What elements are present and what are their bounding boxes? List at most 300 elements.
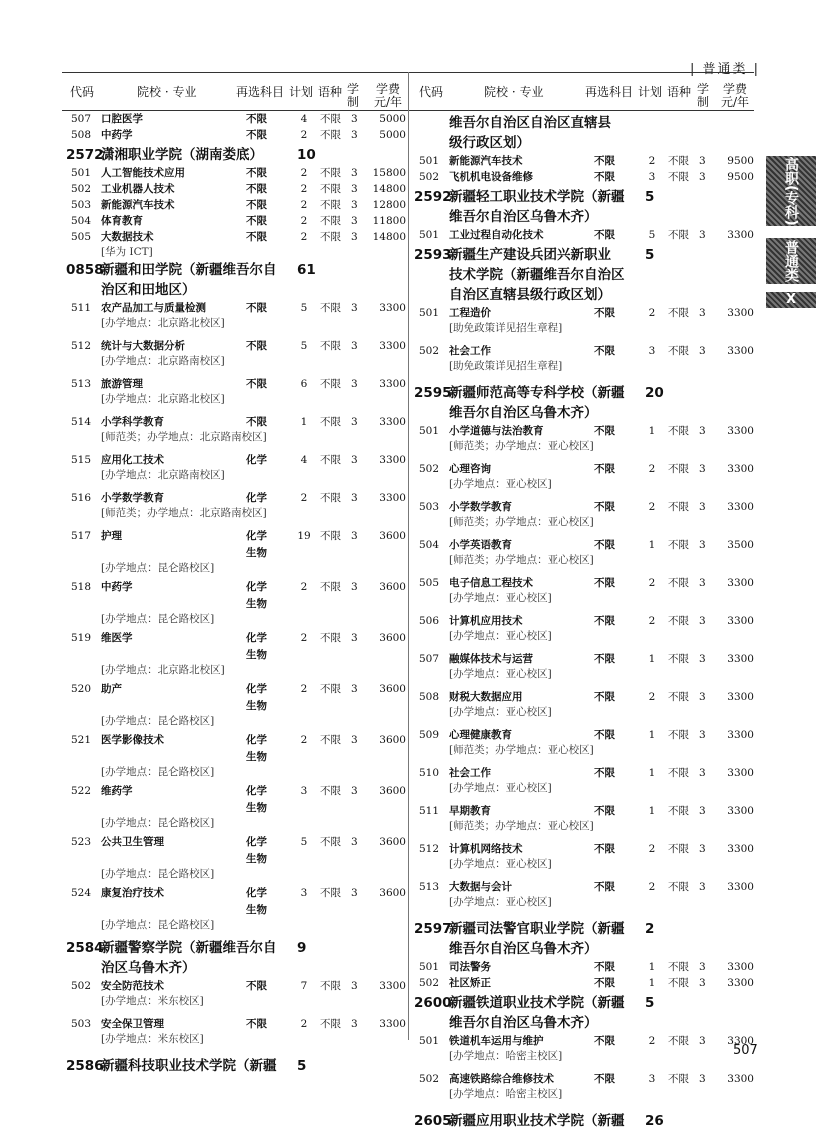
major-len: 3 bbox=[351, 378, 358, 390]
major-code: 502 bbox=[71, 980, 92, 992]
major-lang: 不限 bbox=[320, 378, 341, 390]
major-code: 502 bbox=[419, 345, 440, 357]
major-name: 安全防范技术 bbox=[101, 980, 164, 992]
major-plan: 1 bbox=[648, 729, 656, 741]
school-name-line: 技术学院（新疆维吾尔自治区 bbox=[449, 267, 625, 283]
major-len: 3 bbox=[699, 1035, 706, 1047]
major-subject: 不限 bbox=[594, 691, 615, 703]
school-code: 2597 bbox=[414, 921, 452, 937]
major-name: 新能源汽车技术 bbox=[101, 199, 175, 211]
major-row bbox=[416, 767, 762, 801]
major-subject: 不限 bbox=[594, 229, 615, 241]
header-subject: 再选科目 bbox=[585, 85, 634, 99]
major-fee: 3300 bbox=[727, 345, 754, 357]
major-subject: 不限 bbox=[594, 307, 615, 319]
major-row bbox=[68, 887, 414, 934]
major-lang: 不限 bbox=[668, 463, 689, 475]
major-plan: 2 bbox=[648, 463, 656, 475]
major-lang: 不限 bbox=[320, 231, 341, 243]
major-row bbox=[416, 171, 762, 187]
major-row bbox=[68, 492, 414, 526]
major-plan: 5 bbox=[300, 836, 308, 848]
major-subject: 不限 bbox=[594, 881, 615, 893]
major-subject: 不限 bbox=[594, 843, 615, 855]
major-subject-2: 生物 bbox=[246, 547, 267, 559]
major-len: 3 bbox=[699, 615, 706, 627]
major-name: 社会工作 bbox=[449, 345, 491, 357]
major-code: 521 bbox=[71, 734, 92, 746]
school-plan: 26 bbox=[645, 1113, 664, 1129]
school-entry bbox=[68, 1056, 414, 1078]
major-code: 513 bbox=[71, 378, 92, 390]
major-fee: 3300 bbox=[379, 980, 406, 992]
major-len: 3 bbox=[699, 171, 706, 183]
header-len: 学制 bbox=[347, 82, 360, 109]
major-note: [办学地点：米东校区] bbox=[101, 995, 204, 1007]
major-lang: 不限 bbox=[320, 215, 341, 227]
major-note: [办学地点：北京路北校区] bbox=[101, 317, 225, 329]
major-plan: 2 bbox=[648, 843, 656, 855]
school-name-line: 治区乌鲁木齐） bbox=[101, 960, 196, 976]
major-fee: 3300 bbox=[379, 378, 406, 390]
major-note: [办学地点：昆仑路校区] bbox=[101, 817, 215, 829]
major-name: 司法警务 bbox=[449, 961, 491, 973]
school-name-line: 级行政区划） bbox=[449, 135, 530, 151]
school-name-line: 新疆和田学院（新疆维吾尔自 bbox=[101, 262, 277, 278]
major-code: 502 bbox=[71, 183, 92, 195]
header-code: 代码 bbox=[70, 85, 95, 99]
major-note: [办学地点：亚心校区] bbox=[449, 706, 552, 718]
major-subject: 不限 bbox=[594, 615, 615, 627]
school-code: 2595 bbox=[414, 385, 452, 401]
major-note: [办学地点：亚心校区] bbox=[449, 896, 552, 908]
major-fee: 3300 bbox=[727, 843, 754, 855]
major-code: 507 bbox=[71, 113, 92, 125]
major-name: 中药学 bbox=[101, 129, 133, 141]
major-plan: 4 bbox=[300, 454, 308, 466]
major-note: [师范类；办学地点：亚心校区] bbox=[449, 516, 594, 528]
major-code: 522 bbox=[71, 785, 92, 797]
major-fee: 3500 bbox=[727, 539, 754, 551]
major-plan: 1 bbox=[648, 767, 656, 779]
header-code: 代码 bbox=[419, 85, 444, 99]
header-fee: 学费元/年 bbox=[373, 82, 403, 109]
school-name-line: 维吾尔自治区乌鲁木齐） bbox=[449, 209, 598, 225]
major-name: 工程造价 bbox=[449, 307, 491, 319]
major-plan: 2 bbox=[300, 581, 308, 593]
major-plan: 1 bbox=[648, 653, 656, 665]
major-name: 早期教育 bbox=[449, 805, 491, 817]
major-name: 小学道德与法治教育 bbox=[449, 425, 544, 437]
major-code: 507 bbox=[419, 653, 440, 665]
major-row bbox=[416, 229, 762, 245]
major-name: 小学数学教育 bbox=[101, 492, 164, 504]
major-plan: 2 bbox=[648, 155, 656, 167]
header-len: 学制 bbox=[697, 82, 710, 109]
major-fee: 3300 bbox=[727, 805, 754, 817]
major-code: 508 bbox=[71, 129, 92, 141]
major-row bbox=[68, 683, 414, 730]
major-code: 501 bbox=[419, 307, 440, 319]
side-tab-level: 高职(专科) bbox=[766, 156, 816, 226]
major-name: 医学影像技术 bbox=[101, 734, 164, 746]
side-tab-type: 普通类 bbox=[766, 238, 816, 284]
major-row bbox=[416, 345, 762, 379]
major-code: 501 bbox=[419, 961, 440, 973]
major-code: 501 bbox=[419, 1035, 440, 1047]
school-name-line: 自治区直辖县级行政区划） bbox=[449, 287, 611, 303]
major-fee: 3300 bbox=[727, 615, 754, 627]
major-fee: 3300 bbox=[379, 1018, 406, 1030]
major-row bbox=[416, 805, 762, 839]
major-len: 3 bbox=[699, 501, 706, 513]
major-fee: 14800 bbox=[372, 183, 406, 195]
major-subject: 不限 bbox=[594, 1035, 615, 1047]
major-fee: 3600 bbox=[379, 887, 406, 899]
major-code: 514 bbox=[71, 416, 92, 428]
major-name: 大数据与会计 bbox=[449, 881, 512, 893]
major-name: 旅游管理 bbox=[101, 378, 143, 390]
major-row bbox=[68, 215, 414, 231]
major-subject: 不限 bbox=[246, 1018, 267, 1030]
major-row bbox=[416, 307, 762, 341]
major-row bbox=[416, 463, 762, 497]
major-subject-2: 生物 bbox=[246, 802, 267, 814]
school-name-line: 维吾尔自治区自治区直辖县 bbox=[449, 115, 611, 131]
major-row bbox=[416, 729, 762, 763]
major-fee: 3300 bbox=[379, 416, 406, 428]
major-row bbox=[68, 836, 414, 883]
school-name-line: 新疆应用职业技术学院（新疆 bbox=[449, 1113, 625, 1129]
major-row bbox=[416, 155, 762, 171]
major-code: 501 bbox=[71, 167, 92, 179]
major-lang: 不限 bbox=[668, 501, 689, 513]
major-code: 501 bbox=[419, 425, 440, 437]
school-name-line: 维吾尔自治区乌鲁木齐） bbox=[449, 941, 598, 957]
major-subject: 不限 bbox=[594, 977, 615, 989]
major-plan: 2 bbox=[300, 215, 308, 227]
major-subject: 不限 bbox=[246, 183, 267, 195]
major-fee: 3300 bbox=[727, 767, 754, 779]
major-row bbox=[416, 425, 762, 459]
major-name: 电子信息工程技术 bbox=[449, 577, 533, 589]
major-fee: 3300 bbox=[727, 961, 754, 973]
major-name: 应用化工技术 bbox=[101, 454, 164, 466]
header-plan: 计划 bbox=[638, 85, 663, 99]
major-name: 小学数学教育 bbox=[449, 501, 512, 513]
major-lang: 不限 bbox=[320, 887, 341, 899]
school-plan: 5 bbox=[297, 1058, 307, 1074]
major-len: 3 bbox=[699, 307, 706, 319]
major-note: [华为 ICT] bbox=[101, 246, 153, 258]
major-fee: 3300 bbox=[727, 653, 754, 665]
school-code: 2584 bbox=[66, 940, 104, 956]
major-subject: 不限 bbox=[594, 425, 615, 437]
major-code: 524 bbox=[71, 887, 92, 899]
major-plan: 2 bbox=[300, 632, 308, 644]
major-name: 心理健康教育 bbox=[449, 729, 512, 741]
school-entry bbox=[68, 260, 414, 302]
major-row bbox=[68, 167, 414, 183]
major-row bbox=[68, 378, 414, 412]
major-fee: 3600 bbox=[379, 785, 406, 797]
major-row bbox=[68, 785, 414, 832]
major-len: 3 bbox=[351, 1018, 358, 1030]
major-plan: 2 bbox=[300, 492, 308, 504]
major-plan: 5 bbox=[300, 340, 308, 352]
major-lang: 不限 bbox=[668, 539, 689, 551]
major-fee: 3300 bbox=[379, 454, 406, 466]
major-len: 3 bbox=[699, 977, 706, 989]
major-plan: 2 bbox=[300, 183, 308, 195]
major-note: [师范类；办学地点：北京路南校区] bbox=[101, 507, 267, 519]
major-name: 工业机器人技术 bbox=[101, 183, 175, 195]
major-len: 3 bbox=[351, 581, 358, 593]
major-plan: 1 bbox=[648, 539, 656, 551]
major-subject: 不限 bbox=[246, 980, 267, 992]
school-name-line: 新疆科技职业技术学院（新疆 bbox=[101, 1058, 277, 1074]
school-plan: 10 bbox=[297, 147, 316, 163]
major-plan: 2 bbox=[300, 683, 308, 695]
major-subject: 不限 bbox=[594, 653, 615, 665]
major-len: 3 bbox=[351, 167, 358, 179]
major-len: 3 bbox=[351, 980, 358, 992]
major-subject: 不限 bbox=[594, 767, 615, 779]
major-code: 519 bbox=[71, 632, 92, 644]
major-note: [办学地点：哈密主校区] bbox=[449, 1050, 563, 1062]
major-name: 高速铁路综合维修技术 bbox=[449, 1073, 554, 1085]
major-row bbox=[68, 581, 414, 628]
major-len: 3 bbox=[699, 767, 706, 779]
major-subject: 不限 bbox=[594, 729, 615, 741]
school-code: 2593 bbox=[414, 247, 452, 263]
major-subject: 不限 bbox=[594, 155, 615, 167]
header-lang: 语种 bbox=[318, 85, 343, 99]
major-plan: 3 bbox=[300, 887, 308, 899]
major-plan: 1 bbox=[648, 425, 656, 437]
major-subject: 化学 bbox=[246, 454, 267, 466]
major-name: 新能源汽车技术 bbox=[449, 155, 523, 167]
major-fee: 3300 bbox=[727, 691, 754, 703]
major-len: 3 bbox=[699, 425, 706, 437]
major-lang: 不限 bbox=[320, 492, 341, 504]
major-len: 3 bbox=[351, 530, 358, 542]
major-code: 512 bbox=[419, 843, 440, 855]
major-code: 523 bbox=[71, 836, 92, 848]
major-note: [师范类；办学地点：亚心校区] bbox=[449, 744, 594, 756]
major-row bbox=[68, 734, 414, 781]
school-plan: 20 bbox=[645, 385, 664, 401]
major-len: 3 bbox=[699, 539, 706, 551]
major-subject: 不限 bbox=[246, 167, 267, 179]
school-plan: 5 bbox=[645, 247, 655, 263]
major-subject: 不限 bbox=[246, 113, 267, 125]
major-subject: 不限 bbox=[594, 463, 615, 475]
major-subject: 不限 bbox=[594, 805, 615, 817]
major-row bbox=[68, 183, 414, 199]
major-row bbox=[68, 199, 414, 215]
major-subject-2: 生物 bbox=[246, 904, 267, 916]
major-name: 口腔医学 bbox=[101, 113, 143, 125]
major-name: 公共卫生管理 bbox=[101, 836, 164, 848]
major-lang: 不限 bbox=[320, 167, 341, 179]
major-len: 3 bbox=[351, 183, 358, 195]
major-code: 520 bbox=[71, 683, 92, 695]
major-len: 3 bbox=[699, 1073, 706, 1085]
major-row bbox=[68, 113, 414, 129]
major-row bbox=[68, 231, 414, 260]
major-name: 中药学 bbox=[101, 581, 133, 593]
major-row bbox=[416, 843, 762, 877]
major-name: 铁道机车运用与维护 bbox=[449, 1035, 544, 1047]
major-plan: 6 bbox=[300, 378, 308, 390]
major-lang: 不限 bbox=[668, 729, 689, 741]
major-subject: 化学 bbox=[246, 683, 267, 695]
major-lang: 不限 bbox=[668, 767, 689, 779]
major-fee: 3300 bbox=[727, 425, 754, 437]
major-subject: 不限 bbox=[246, 302, 267, 314]
major-lang: 不限 bbox=[668, 577, 689, 589]
major-row bbox=[68, 530, 414, 577]
major-plan: 2 bbox=[648, 691, 656, 703]
major-note: [助免政策详见招生章程] bbox=[449, 360, 563, 372]
major-fee: 3300 bbox=[727, 881, 754, 893]
major-row bbox=[68, 632, 414, 679]
major-name: 体育教育 bbox=[101, 215, 143, 227]
right-column bbox=[416, 113, 762, 1133]
major-lang: 不限 bbox=[668, 345, 689, 357]
major-plan: 3 bbox=[648, 1073, 656, 1085]
major-len: 3 bbox=[351, 785, 358, 797]
major-len: 3 bbox=[699, 729, 706, 741]
major-code: 510 bbox=[419, 767, 440, 779]
major-name: 康复治疗技术 bbox=[101, 887, 164, 899]
major-subject: 化学 bbox=[246, 581, 267, 593]
major-name: 工业过程自动化技术 bbox=[449, 229, 544, 241]
major-row bbox=[416, 977, 762, 993]
header-school: 院校 · 专业 bbox=[137, 85, 197, 99]
school-entry bbox=[416, 993, 762, 1035]
school-code: 2592 bbox=[414, 189, 452, 205]
major-len: 3 bbox=[351, 113, 358, 125]
major-row bbox=[68, 980, 414, 1014]
major-lang: 不限 bbox=[320, 199, 341, 211]
major-row bbox=[68, 454, 414, 488]
major-subject: 不限 bbox=[246, 129, 267, 141]
major-code: 506 bbox=[419, 615, 440, 627]
major-fee: 3300 bbox=[727, 463, 754, 475]
major-lang: 不限 bbox=[320, 1018, 341, 1030]
major-row bbox=[416, 577, 762, 611]
major-plan: 2 bbox=[300, 199, 308, 211]
major-note: [办学地点：亚心校区] bbox=[449, 478, 552, 490]
major-subject: 不限 bbox=[594, 1073, 615, 1085]
major-lang: 不限 bbox=[668, 615, 689, 627]
school-entry bbox=[416, 187, 762, 229]
major-subject-2: 生物 bbox=[246, 853, 267, 865]
major-name: 社区矫正 bbox=[449, 977, 491, 989]
major-code: 511 bbox=[419, 805, 440, 817]
major-plan: 3 bbox=[300, 785, 308, 797]
major-subject: 化学 bbox=[246, 887, 267, 899]
major-len: 3 bbox=[351, 215, 358, 227]
school-entry bbox=[416, 919, 762, 961]
school-entry bbox=[68, 145, 414, 167]
major-subject: 不限 bbox=[594, 501, 615, 513]
major-row bbox=[416, 501, 762, 535]
school-name-line: 维吾尔自治区乌鲁木齐） bbox=[449, 405, 598, 421]
school-continuation bbox=[416, 113, 762, 155]
major-fee: 3600 bbox=[379, 683, 406, 695]
major-code: 503 bbox=[71, 199, 92, 211]
header-plan: 计划 bbox=[289, 85, 314, 99]
major-note: [办学地点：亚心校区] bbox=[449, 858, 552, 870]
major-plan: 2 bbox=[300, 129, 308, 141]
major-note: [办学地点：北京路南校区] bbox=[101, 355, 225, 367]
major-name: 维药学 bbox=[101, 785, 133, 797]
major-subject: 不限 bbox=[246, 231, 267, 243]
major-note: [师范类；办学地点：北京路南校区] bbox=[101, 431, 267, 443]
major-len: 3 bbox=[351, 302, 358, 314]
school-code: 2605 bbox=[414, 1113, 452, 1129]
major-lang: 不限 bbox=[320, 416, 341, 428]
major-len: 3 bbox=[699, 577, 706, 589]
major-fee: 12800 bbox=[372, 199, 406, 211]
major-lang: 不限 bbox=[668, 881, 689, 893]
major-note: [师范类；办学地点：亚心校区] bbox=[449, 554, 594, 566]
major-subject: 不限 bbox=[246, 199, 267, 211]
major-fee: 3300 bbox=[727, 1073, 754, 1085]
major-fee: 3600 bbox=[379, 530, 406, 542]
major-fee: 5000 bbox=[379, 129, 406, 141]
major-note: [办学地点：亚心校区] bbox=[449, 630, 552, 642]
major-subject: 化学 bbox=[246, 785, 267, 797]
school-code: 2600 bbox=[414, 995, 452, 1011]
major-fee: 3300 bbox=[727, 229, 754, 241]
major-note: [办学地点：北京路北校区] bbox=[101, 664, 225, 676]
major-code: 513 bbox=[419, 881, 440, 893]
category-text: 普通类 bbox=[702, 62, 748, 77]
major-lang: 不限 bbox=[320, 340, 341, 352]
major-lang: 不限 bbox=[668, 155, 689, 167]
major-lang: 不限 bbox=[668, 961, 689, 973]
major-lang: 不限 bbox=[668, 653, 689, 665]
major-subject: 不限 bbox=[246, 215, 267, 227]
major-len: 3 bbox=[351, 129, 358, 141]
major-code: 515 bbox=[71, 454, 92, 466]
major-subject: 化学 bbox=[246, 530, 267, 542]
major-plan: 7 bbox=[300, 980, 308, 992]
major-plan: 1 bbox=[648, 805, 656, 817]
major-name: 财税大数据应用 bbox=[449, 691, 523, 703]
major-lang: 不限 bbox=[320, 734, 341, 746]
major-name: 飞机机电设备维修 bbox=[449, 171, 533, 183]
school-name-line: 新疆铁道职业技术学院（新疆 bbox=[449, 995, 625, 1011]
major-code: 509 bbox=[419, 729, 440, 741]
school-code: 2586 bbox=[66, 1058, 104, 1074]
major-code: 502 bbox=[419, 463, 440, 475]
school-name-line: 治区和田地区） bbox=[101, 282, 196, 298]
major-lang: 不限 bbox=[320, 183, 341, 195]
major-lang: 不限 bbox=[320, 454, 341, 466]
major-subject: 不限 bbox=[594, 171, 615, 183]
major-name: 护理 bbox=[101, 530, 122, 542]
major-subject-2: 生物 bbox=[246, 649, 267, 661]
major-len: 3 bbox=[351, 683, 358, 695]
major-lang: 不限 bbox=[320, 836, 341, 848]
header-subject: 再选科目 bbox=[236, 85, 285, 99]
major-lang: 不限 bbox=[320, 683, 341, 695]
